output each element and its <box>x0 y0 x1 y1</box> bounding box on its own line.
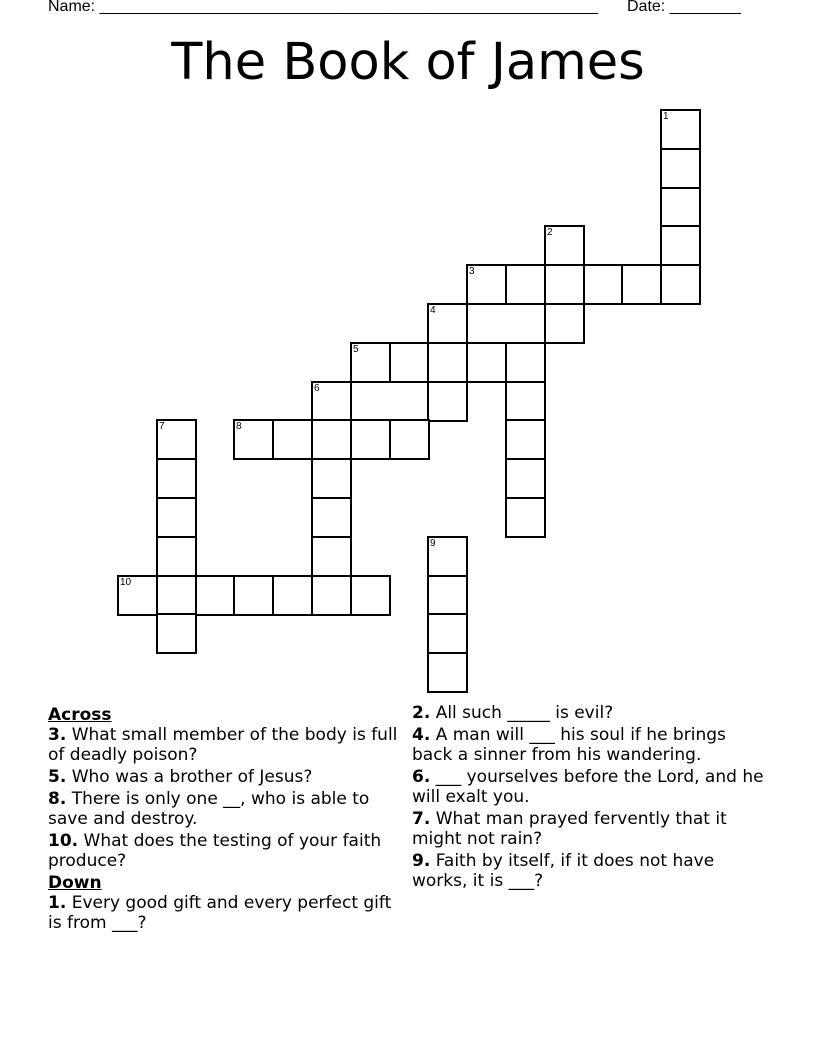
clue-text: What small member of the body is full of deadly poison? <box>48 725 398 765</box>
grid-cell[interactable] <box>350 342 391 383</box>
grid-cell[interactable] <box>660 187 701 228</box>
clue-number: 5. <box>48 767 67 787</box>
grid-cell[interactable] <box>505 264 546 305</box>
grid-cell[interactable] <box>233 575 274 616</box>
grid-cell[interactable] <box>427 303 468 344</box>
grid-cell[interactable] <box>156 497 197 538</box>
across-heading: Across <box>48 705 112 725</box>
clue-number: 4. <box>412 725 431 745</box>
grid-cell[interactable] <box>427 381 468 422</box>
clue-number: 6. <box>412 767 431 787</box>
grid-cell[interactable] <box>350 575 391 616</box>
clue-number: 3 <box>469 266 475 277</box>
clue-text: Who was a brother of Jesus? <box>66 767 313 787</box>
clue-number: 9. <box>412 851 431 871</box>
clue-number: 2. <box>412 703 431 723</box>
clue-text: A man will ___ his soul if he brings back a sinner from his wandering. <box>412 725 726 765</box>
clue-number: 9 <box>430 538 436 549</box>
grid-cell[interactable] <box>350 419 391 460</box>
name-field-label: Name: ________________________________________________________ <box>48 0 598 15</box>
clue-item <box>48 789 400 829</box>
clue-text: What does the testing of your faith produce? <box>48 831 382 871</box>
clue-number: 5 <box>353 344 359 355</box>
clue-number: 8 <box>236 421 242 432</box>
clue-item <box>48 725 400 765</box>
clue-number: 8. <box>48 789 67 809</box>
grid-cell[interactable] <box>156 613 197 654</box>
grid-cell[interactable] <box>389 419 430 460</box>
grid-cell[interactable] <box>660 225 701 266</box>
clue-item <box>412 767 764 807</box>
grid-cell[interactable] <box>389 342 430 383</box>
grid-cell[interactable] <box>427 652 468 693</box>
clue-text: All such _____ is evil? <box>430 703 614 723</box>
clue-number: 4 <box>430 305 436 316</box>
down-heading: Down <box>48 873 102 893</box>
clue-item <box>412 725 764 765</box>
grid-cell[interactable] <box>621 264 662 305</box>
clue-item <box>48 831 400 871</box>
grid-cell[interactable] <box>311 575 352 616</box>
grid-cell[interactable] <box>505 342 546 383</box>
down-clue-list <box>48 893 400 933</box>
grid-cell[interactable] <box>544 225 585 266</box>
grid-cell[interactable] <box>660 264 701 305</box>
clue-number: 1 <box>663 111 669 122</box>
grid-cell[interactable] <box>583 264 624 305</box>
page-title: The Book of James <box>171 33 645 92</box>
grid-cell[interactable] <box>466 342 507 383</box>
grid-cell[interactable] <box>311 419 352 460</box>
clue-text: There is only one __, who is able to save and destroy. <box>48 789 370 829</box>
down-clue-list-continued <box>412 703 764 891</box>
grid-cell[interactable] <box>311 497 352 538</box>
clue-text: Faith by itself, if it does not have works, it is ___? <box>412 851 715 891</box>
clue-number: 7. <box>412 809 431 829</box>
clue-number: 1. <box>48 893 67 913</box>
grid-cell[interactable] <box>505 419 546 460</box>
grid-cell[interactable] <box>195 575 236 616</box>
grid-cell[interactable] <box>660 148 701 189</box>
clue-item <box>412 703 764 723</box>
clue-item <box>412 809 764 849</box>
grid-cell[interactable] <box>156 536 197 577</box>
clue-item <box>48 893 400 933</box>
clue-text: ___ yourselves before the Lord, and he will exalt you. <box>412 767 764 807</box>
clue-number: 3. <box>48 725 67 745</box>
date-field-label: Date: ________ <box>627 0 741 15</box>
grid-cell[interactable] <box>272 575 313 616</box>
grid-cell[interactable] <box>427 342 468 383</box>
grid-cell[interactable] <box>427 613 468 654</box>
clue-text: What man prayed fervently that it might not rain? <box>412 809 727 849</box>
grid-cell[interactable] <box>505 458 546 499</box>
clues-left-column <box>48 703 400 935</box>
across-clue-list <box>48 725 400 871</box>
grid-cell[interactable] <box>311 458 352 499</box>
grid-cell[interactable] <box>311 536 352 577</box>
grid-cell[interactable] <box>156 458 197 499</box>
grid-cell[interactable] <box>505 497 546 538</box>
clue-number: 10. <box>48 831 79 851</box>
clue-item <box>412 851 764 891</box>
grid-cell[interactable] <box>660 109 701 150</box>
grid-cell[interactable] <box>544 264 585 305</box>
grid-cell[interactable] <box>117 575 158 616</box>
grid-cell[interactable] <box>427 575 468 616</box>
clues-right-column <box>412 703 764 893</box>
clue-text: Every good gift and every perfect gift is from ___? <box>48 893 392 933</box>
clue-number: 6 <box>314 383 320 394</box>
grid-cell[interactable] <box>427 536 468 577</box>
grid-cell[interactable] <box>233 419 274 460</box>
clue-number: 10 <box>120 577 132 588</box>
clue-item <box>48 767 400 787</box>
grid-cell[interactable] <box>272 419 313 460</box>
clue-number: 7 <box>159 421 165 432</box>
grid-cell[interactable] <box>156 419 197 460</box>
grid-cell[interactable] <box>544 303 585 344</box>
grid-cell[interactable] <box>156 575 197 616</box>
clue-number: 2 <box>547 227 553 238</box>
grid-cell[interactable] <box>311 381 352 422</box>
grid-cell[interactable] <box>466 264 507 305</box>
grid-cell[interactable] <box>505 381 546 422</box>
